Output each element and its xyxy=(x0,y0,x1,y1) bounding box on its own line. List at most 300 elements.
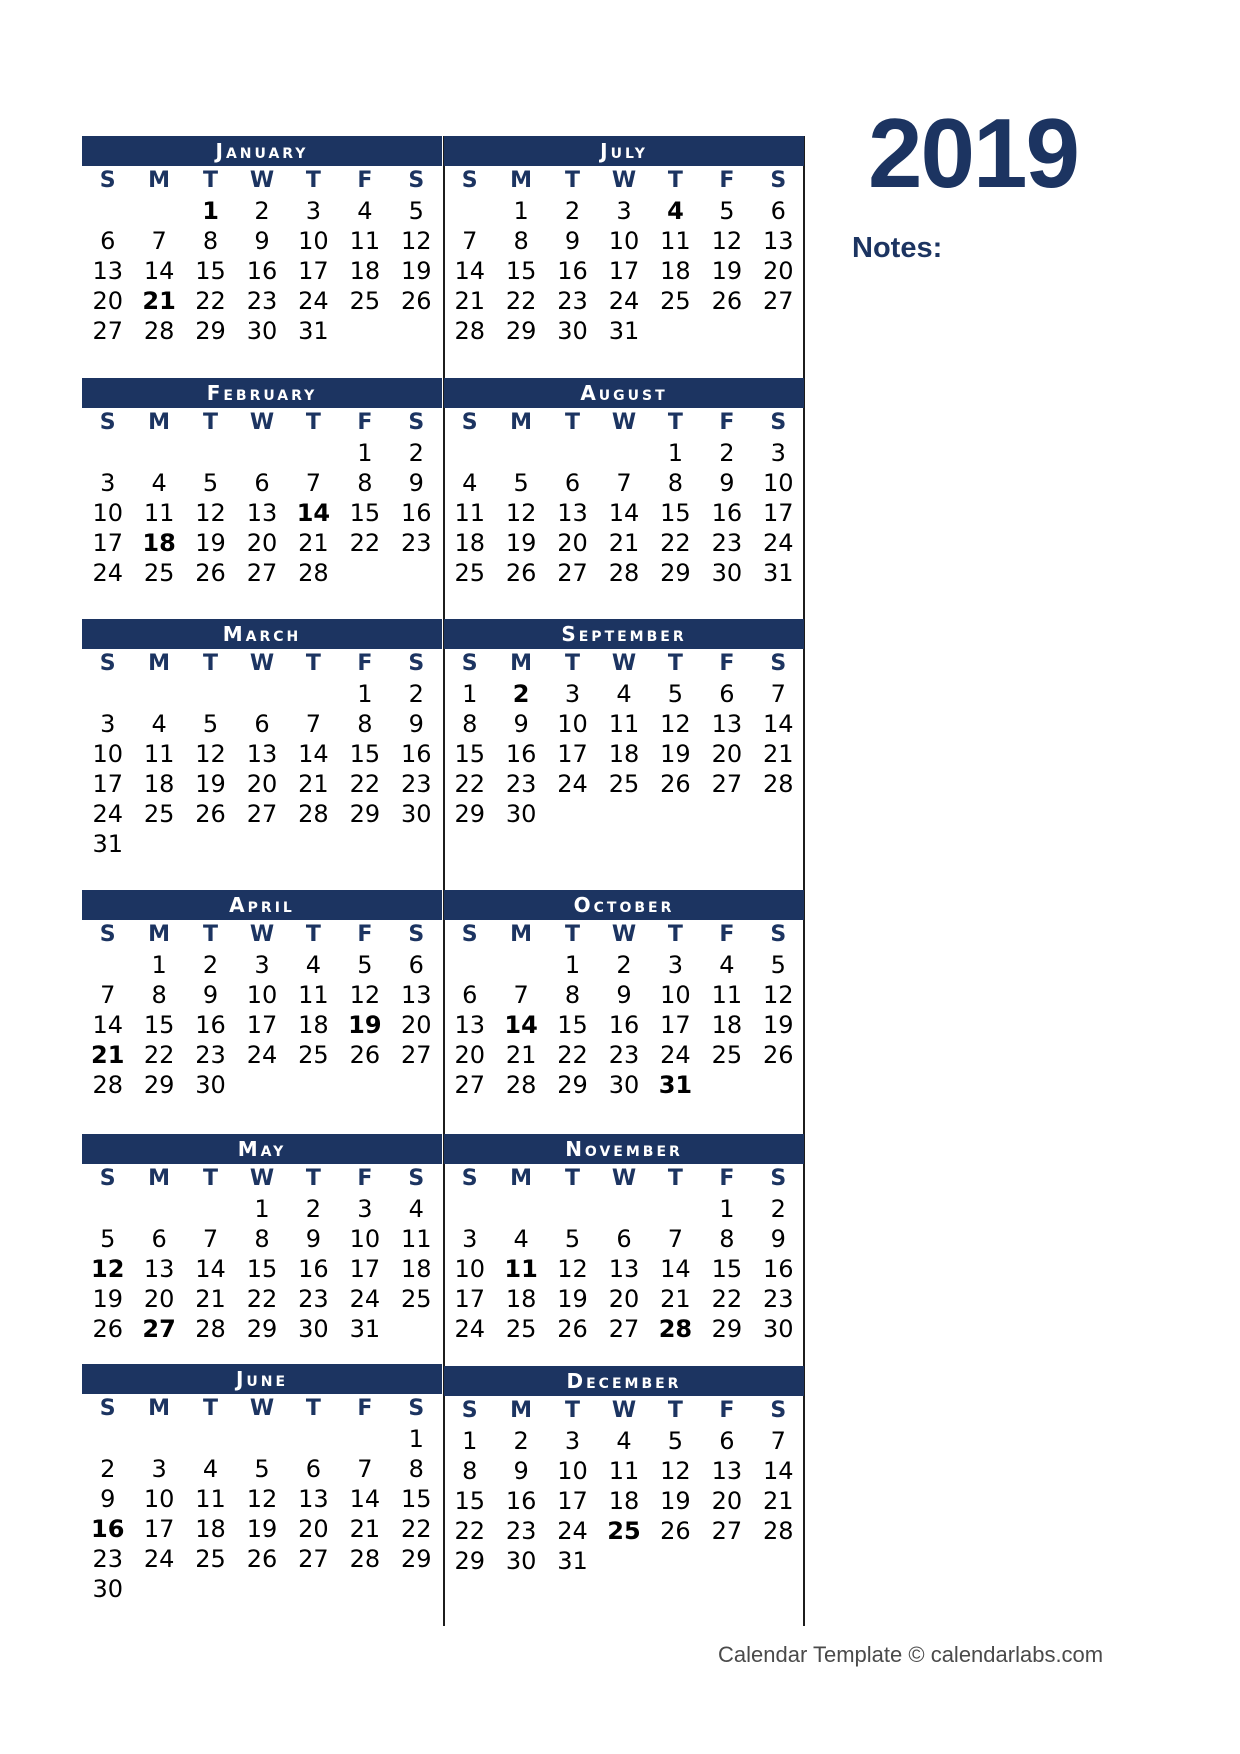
day-cell: 3 xyxy=(616,197,632,225)
day-cell: 10 xyxy=(298,227,329,255)
day-cell: 2 xyxy=(100,1455,116,1483)
holiday-date: 1 xyxy=(202,197,219,225)
weekday-label: W xyxy=(249,922,275,947)
weekday-label: M xyxy=(148,651,171,676)
day-cell: 12 xyxy=(246,1485,278,1513)
day-cell: 30 xyxy=(763,1315,794,1343)
day-cell: 29 xyxy=(349,800,381,828)
day-cell: 8 xyxy=(151,981,167,1009)
empty-day xyxy=(598,1194,649,1224)
day-cell: 7 xyxy=(305,469,322,497)
weekday-label: T xyxy=(565,922,581,947)
day-cell: 5 xyxy=(667,680,684,708)
day-cell: 29 xyxy=(454,800,485,828)
day-cell: 13 xyxy=(246,740,278,768)
day-cell: 19 xyxy=(401,257,432,285)
day-cell: 2 xyxy=(408,680,424,708)
day-cell: 5 xyxy=(100,1225,116,1253)
empty-day xyxy=(82,1424,133,1454)
day-cell: 5 xyxy=(564,1225,581,1253)
day-cell: 20 xyxy=(298,1515,329,1543)
weekday-label: F xyxy=(357,1166,373,1191)
day-cell: 15 xyxy=(143,1011,175,1039)
month-header: December xyxy=(444,1366,804,1396)
day-cell: 6 xyxy=(564,469,581,497)
day-cell: 29 xyxy=(246,1315,278,1343)
day-cell: 6 xyxy=(151,1225,167,1253)
day-cell: 17 xyxy=(298,257,329,285)
empty-day xyxy=(236,679,287,709)
weekday-label: W xyxy=(249,651,275,676)
month-header: May xyxy=(82,1134,442,1164)
weekday-label: W xyxy=(611,168,637,193)
day-cell: 1 xyxy=(564,951,581,979)
day-cell: 28 xyxy=(195,1315,226,1343)
day-cell: 15 xyxy=(454,740,485,768)
day-cell: 25 xyxy=(143,800,175,828)
weekday-label: F xyxy=(357,651,373,676)
weekday-label: S xyxy=(99,168,116,193)
day-cell: 4 xyxy=(151,710,167,738)
day-cell: 29 xyxy=(401,1545,432,1573)
day-cell: 25 xyxy=(349,287,381,315)
day-cell: 7 xyxy=(100,981,116,1009)
day-cell: 19 xyxy=(763,1011,794,1039)
day-cell: 22 xyxy=(454,770,485,798)
empty-day xyxy=(444,950,495,980)
day-cell: 9 xyxy=(202,981,219,1009)
day-cell: 17 xyxy=(246,1011,278,1039)
day-cell: 14 xyxy=(298,740,329,768)
day-cell: 26 xyxy=(401,287,432,315)
day-cell: 10 xyxy=(763,469,794,497)
day-cell: 28 xyxy=(298,800,329,828)
day-cell: 11 xyxy=(608,710,640,738)
holiday-date: 19 xyxy=(348,1011,382,1039)
weekday-label: S xyxy=(770,168,787,193)
day-cell: 3 xyxy=(305,197,322,225)
day-cell: 22 xyxy=(557,1041,588,1069)
day-cell: 18 xyxy=(505,1285,537,1313)
day-cell: 10 xyxy=(246,981,278,1009)
empty-day xyxy=(133,679,184,709)
day-cell: 4 xyxy=(305,951,322,979)
day-cell: 21 xyxy=(298,770,329,798)
day-cell: 10 xyxy=(92,499,123,527)
day-cell: 10 xyxy=(660,981,691,1009)
day-cell: 11 xyxy=(298,981,329,1009)
weekday-label: T xyxy=(203,168,219,193)
day-cell: 12 xyxy=(349,981,381,1009)
day-cell: 8 xyxy=(408,1455,424,1483)
day-cell: 8 xyxy=(462,710,478,738)
weekday-label: S xyxy=(770,1166,787,1191)
weekday-label: T xyxy=(305,1166,321,1191)
day-cell: 1 xyxy=(357,680,373,708)
weekday-label: F xyxy=(719,922,735,947)
month-july xyxy=(444,136,804,346)
day-cell: 26 xyxy=(557,1315,588,1343)
day-cell: 16 xyxy=(557,257,588,285)
day-cell: 22 xyxy=(195,287,226,315)
day-cell: 30 xyxy=(505,1547,537,1575)
day-cell: 15 xyxy=(505,257,537,285)
day-cell: 9 xyxy=(564,227,581,255)
day-cell: 2 xyxy=(616,951,632,979)
day-cell: 27 xyxy=(608,1315,640,1343)
weekday-label: T xyxy=(203,1166,219,1191)
day-cell: 2 xyxy=(254,197,270,225)
empty-day xyxy=(82,1194,133,1224)
day-cell: 23 xyxy=(505,1517,537,1545)
day-cell: 13 xyxy=(711,1457,743,1485)
weekday-label: T xyxy=(565,410,581,435)
empty-day xyxy=(133,196,184,226)
day-cell: 8 xyxy=(564,981,581,1009)
day-grid xyxy=(444,920,804,1100)
weekday-label: W xyxy=(249,168,275,193)
day-cell: 8 xyxy=(462,1457,478,1485)
day-cell: 15 xyxy=(349,740,381,768)
day-cell: 22 xyxy=(349,770,381,798)
day-cell: 6 xyxy=(719,680,735,708)
weekday-label: S xyxy=(408,651,425,676)
day-cell: 6 xyxy=(100,227,116,255)
day-cell: 19 xyxy=(660,1487,691,1515)
day-cell: 20 xyxy=(711,740,743,768)
day-cell: 25 xyxy=(195,1545,226,1573)
day-cell: 19 xyxy=(557,1285,588,1313)
day-cell: 3 xyxy=(462,1225,478,1253)
weekday-label: T xyxy=(667,651,683,676)
day-cell: 5 xyxy=(202,710,219,738)
day-cell: 14 xyxy=(349,1485,381,1513)
day-cell: 25 xyxy=(660,287,691,315)
day-cell: 4 xyxy=(202,1455,219,1483)
day-cell: 12 xyxy=(195,499,226,527)
day-cell: 6 xyxy=(305,1455,322,1483)
day-cell: 21 xyxy=(608,529,640,557)
day-cell: 8 xyxy=(513,227,529,255)
weekday-label: M xyxy=(148,1396,171,1421)
day-cell: 22 xyxy=(143,1041,175,1069)
empty-day xyxy=(650,1194,701,1224)
empty-day xyxy=(547,438,598,468)
holiday-date: 28 xyxy=(658,1315,693,1343)
day-cell: 21 xyxy=(763,1487,794,1515)
day-cell: 29 xyxy=(505,317,537,345)
day-cell: 19 xyxy=(195,529,226,557)
day-cell: 12 xyxy=(401,227,432,255)
day-cell: 11 xyxy=(711,981,743,1009)
day-cell: 3 xyxy=(770,439,786,467)
day-cell: 11 xyxy=(195,1485,226,1513)
day-cell: 5 xyxy=(408,197,424,225)
day-cell: 22 xyxy=(401,1515,432,1543)
day-cell: 2 xyxy=(305,1195,322,1223)
day-cell: 1 xyxy=(667,439,684,467)
day-cell: 27 xyxy=(711,1517,743,1545)
day-cell: 28 xyxy=(92,1071,123,1099)
day-cell: 7 xyxy=(305,710,322,738)
notes-label: Notes: xyxy=(852,232,943,264)
day-cell: 1 xyxy=(462,1427,478,1455)
weekday-label: S xyxy=(408,168,425,193)
empty-day xyxy=(495,1194,546,1224)
weekday-label: T xyxy=(565,168,581,193)
day-cell: 1 xyxy=(254,1195,270,1223)
day-cell: 14 xyxy=(195,1255,226,1283)
month-header: September xyxy=(444,619,804,649)
day-cell: 7 xyxy=(770,680,786,708)
day-cell: 4 xyxy=(357,197,373,225)
holiday-date: 18 xyxy=(142,529,176,557)
day-grid xyxy=(82,649,442,859)
empty-day xyxy=(185,679,236,709)
day-cell: 11 xyxy=(349,227,381,255)
day-cell: 7 xyxy=(202,1225,219,1253)
day-cell: 15 xyxy=(711,1255,743,1283)
weekday-label: T xyxy=(203,651,219,676)
day-cell: 30 xyxy=(401,800,432,828)
day-cell: 13 xyxy=(92,257,123,285)
day-cell: 18 xyxy=(401,1255,432,1283)
weekday-label: F xyxy=(357,410,373,435)
weekday-label: S xyxy=(770,1398,787,1423)
weekday-label: S xyxy=(461,168,478,193)
day-cell: 6 xyxy=(254,469,270,497)
day-grid xyxy=(444,1164,804,1344)
day-cell: 13 xyxy=(454,1011,485,1039)
weekday-label: S xyxy=(461,651,478,676)
month-december xyxy=(444,1366,804,1576)
day-cell: 15 xyxy=(349,499,381,527)
day-cell: 18 xyxy=(711,1011,743,1039)
empty-day xyxy=(133,438,184,468)
weekday-label: M xyxy=(510,922,533,947)
day-cell: 6 xyxy=(770,197,786,225)
day-cell: 26 xyxy=(246,1545,278,1573)
weekday-label: M xyxy=(148,410,171,435)
year-calendar xyxy=(82,136,804,1626)
day-cell: 25 xyxy=(711,1041,743,1069)
day-cell: 21 xyxy=(660,1285,691,1313)
day-cell: 10 xyxy=(557,1457,588,1485)
month-header: October xyxy=(444,890,804,920)
day-cell: 24 xyxy=(143,1545,175,1573)
day-cell: 22 xyxy=(246,1285,278,1313)
weekday-label: W xyxy=(611,651,637,676)
day-cell: 8 xyxy=(357,469,373,497)
day-cell: 21 xyxy=(763,740,794,768)
day-cell: 23 xyxy=(92,1545,123,1573)
day-cell: 9 xyxy=(305,1225,322,1253)
day-cell: 22 xyxy=(711,1285,743,1313)
day-cell: 14 xyxy=(608,499,640,527)
day-cell: 18 xyxy=(608,740,640,768)
empty-day xyxy=(598,438,649,468)
day-cell: 29 xyxy=(143,1071,175,1099)
weekday-label: F xyxy=(719,1166,735,1191)
empty-day xyxy=(82,438,133,468)
day-cell: 22 xyxy=(505,287,537,315)
day-cell: 25 xyxy=(454,559,485,587)
day-cell: 10 xyxy=(557,710,588,738)
weekday-label: T xyxy=(565,1166,581,1191)
day-cell: 24 xyxy=(298,287,329,315)
day-cell: 11 xyxy=(660,227,691,255)
day-cell: 7 xyxy=(151,227,167,255)
day-cell: 2 xyxy=(564,197,581,225)
weekday-label: W xyxy=(611,410,637,435)
weekday-label: F xyxy=(357,1396,373,1421)
day-cell: 20 xyxy=(246,529,278,557)
month-header: November xyxy=(444,1134,804,1164)
day-cell: 1 xyxy=(462,680,478,708)
day-cell: 18 xyxy=(454,529,485,557)
day-cell: 8 xyxy=(719,1225,735,1253)
month-september xyxy=(444,619,804,829)
day-cell: 12 xyxy=(711,227,743,255)
weekday-label: S xyxy=(408,410,425,435)
day-cell: 15 xyxy=(454,1487,485,1515)
day-cell: 4 xyxy=(151,469,167,497)
day-cell: 13 xyxy=(298,1485,329,1513)
day-cell: 9 xyxy=(408,469,424,497)
day-cell: 26 xyxy=(711,287,743,315)
day-cell: 18 xyxy=(298,1011,329,1039)
day-cell: 17 xyxy=(92,770,123,798)
day-cell: 30 xyxy=(195,1071,226,1099)
day-cell: 1 xyxy=(719,1195,735,1223)
day-cell: 9 xyxy=(100,1485,116,1513)
weekday-label: M xyxy=(510,651,533,676)
day-cell: 25 xyxy=(298,1041,329,1069)
month-header: June xyxy=(82,1364,442,1394)
empty-day xyxy=(185,1424,236,1454)
day-cell: 3 xyxy=(151,1455,167,1483)
day-cell: 8 xyxy=(202,227,219,255)
weekday-label: S xyxy=(770,922,787,947)
day-cell: 17 xyxy=(349,1255,381,1283)
weekday-label: T xyxy=(203,922,219,947)
day-cell: 7 xyxy=(513,981,529,1009)
day-grid xyxy=(82,1394,442,1604)
day-cell: 5 xyxy=(357,951,373,979)
day-cell: 29 xyxy=(195,317,226,345)
weekday-label: F xyxy=(719,651,735,676)
month-header: February xyxy=(82,378,442,408)
day-cell: 30 xyxy=(246,317,278,345)
day-cell: 23 xyxy=(763,1285,794,1313)
weekday-label: W xyxy=(249,410,275,435)
weekday-label: S xyxy=(461,1398,478,1423)
day-grid xyxy=(444,166,804,346)
day-cell: 17 xyxy=(763,499,794,527)
day-cell: 1 xyxy=(513,197,529,225)
day-cell: 15 xyxy=(195,257,226,285)
weekday-label: S xyxy=(99,922,116,947)
holiday-date: 21 xyxy=(91,1041,125,1069)
day-cell: 30 xyxy=(608,1071,640,1099)
day-cell: 14 xyxy=(454,257,485,285)
day-cell: 4 xyxy=(616,680,632,708)
day-cell: 14 xyxy=(660,1255,691,1283)
day-cell: 16 xyxy=(505,740,537,768)
day-cell: 16 xyxy=(298,1255,329,1283)
day-cell: 3 xyxy=(254,951,270,979)
day-cell: 7 xyxy=(667,1225,684,1253)
month-november xyxy=(444,1134,804,1344)
day-cell: 19 xyxy=(660,740,691,768)
weekday-label: T xyxy=(305,410,321,435)
month-header: April xyxy=(82,890,442,920)
day-cell: 12 xyxy=(763,981,794,1009)
day-cell: 9 xyxy=(254,227,270,255)
day-cell: 21 xyxy=(454,287,485,315)
day-cell: 30 xyxy=(505,800,537,828)
weekday-label: T xyxy=(565,1398,581,1423)
day-cell: 18 xyxy=(195,1515,226,1543)
day-cell: 3 xyxy=(100,469,116,497)
empty-day xyxy=(82,950,133,980)
day-cell: 31 xyxy=(298,317,329,345)
day-cell: 28 xyxy=(349,1545,381,1573)
weekday-label: W xyxy=(611,1398,637,1423)
day-cell: 25 xyxy=(143,559,175,587)
day-cell: 12 xyxy=(557,1255,588,1283)
day-cell: 11 xyxy=(143,740,175,768)
day-cell: 28 xyxy=(454,317,485,345)
day-cell: 2 xyxy=(202,951,219,979)
day-cell: 24 xyxy=(763,529,794,557)
weekday-label: S xyxy=(770,410,787,435)
month-header: August xyxy=(444,378,804,408)
day-cell: 4 xyxy=(513,1225,529,1253)
day-cell: 19 xyxy=(246,1515,278,1543)
day-cell: 15 xyxy=(246,1255,278,1283)
month-may xyxy=(82,1134,442,1344)
day-cell: 13 xyxy=(401,981,432,1009)
day-cell: 26 xyxy=(195,559,226,587)
day-cell: 9 xyxy=(719,469,735,497)
day-cell: 3 xyxy=(564,680,581,708)
day-grid xyxy=(444,408,804,588)
day-grid xyxy=(82,1164,442,1344)
day-cell: 29 xyxy=(711,1315,743,1343)
day-cell: 3 xyxy=(667,951,684,979)
day-cell: 10 xyxy=(454,1255,485,1283)
day-cell: 30 xyxy=(557,317,588,345)
weekday-label: S xyxy=(461,1166,478,1191)
day-cell: 1 xyxy=(357,439,373,467)
weekday-label: F xyxy=(719,410,735,435)
day-cell: 21 xyxy=(298,529,329,557)
day-cell: 4 xyxy=(462,469,478,497)
day-cell: 17 xyxy=(557,1487,588,1515)
weekday-label: T xyxy=(203,1396,219,1421)
day-cell: 20 xyxy=(246,770,278,798)
day-cell: 17 xyxy=(557,740,588,768)
weekday-label: F xyxy=(719,168,735,193)
day-cell: 9 xyxy=(770,1225,786,1253)
weekday-label: S xyxy=(408,1396,425,1421)
day-cell: 28 xyxy=(143,317,175,345)
day-cell: 6 xyxy=(254,710,270,738)
day-cell: 7 xyxy=(462,227,478,255)
weekday-label: S xyxy=(99,1396,116,1421)
day-cell: 24 xyxy=(92,559,123,587)
